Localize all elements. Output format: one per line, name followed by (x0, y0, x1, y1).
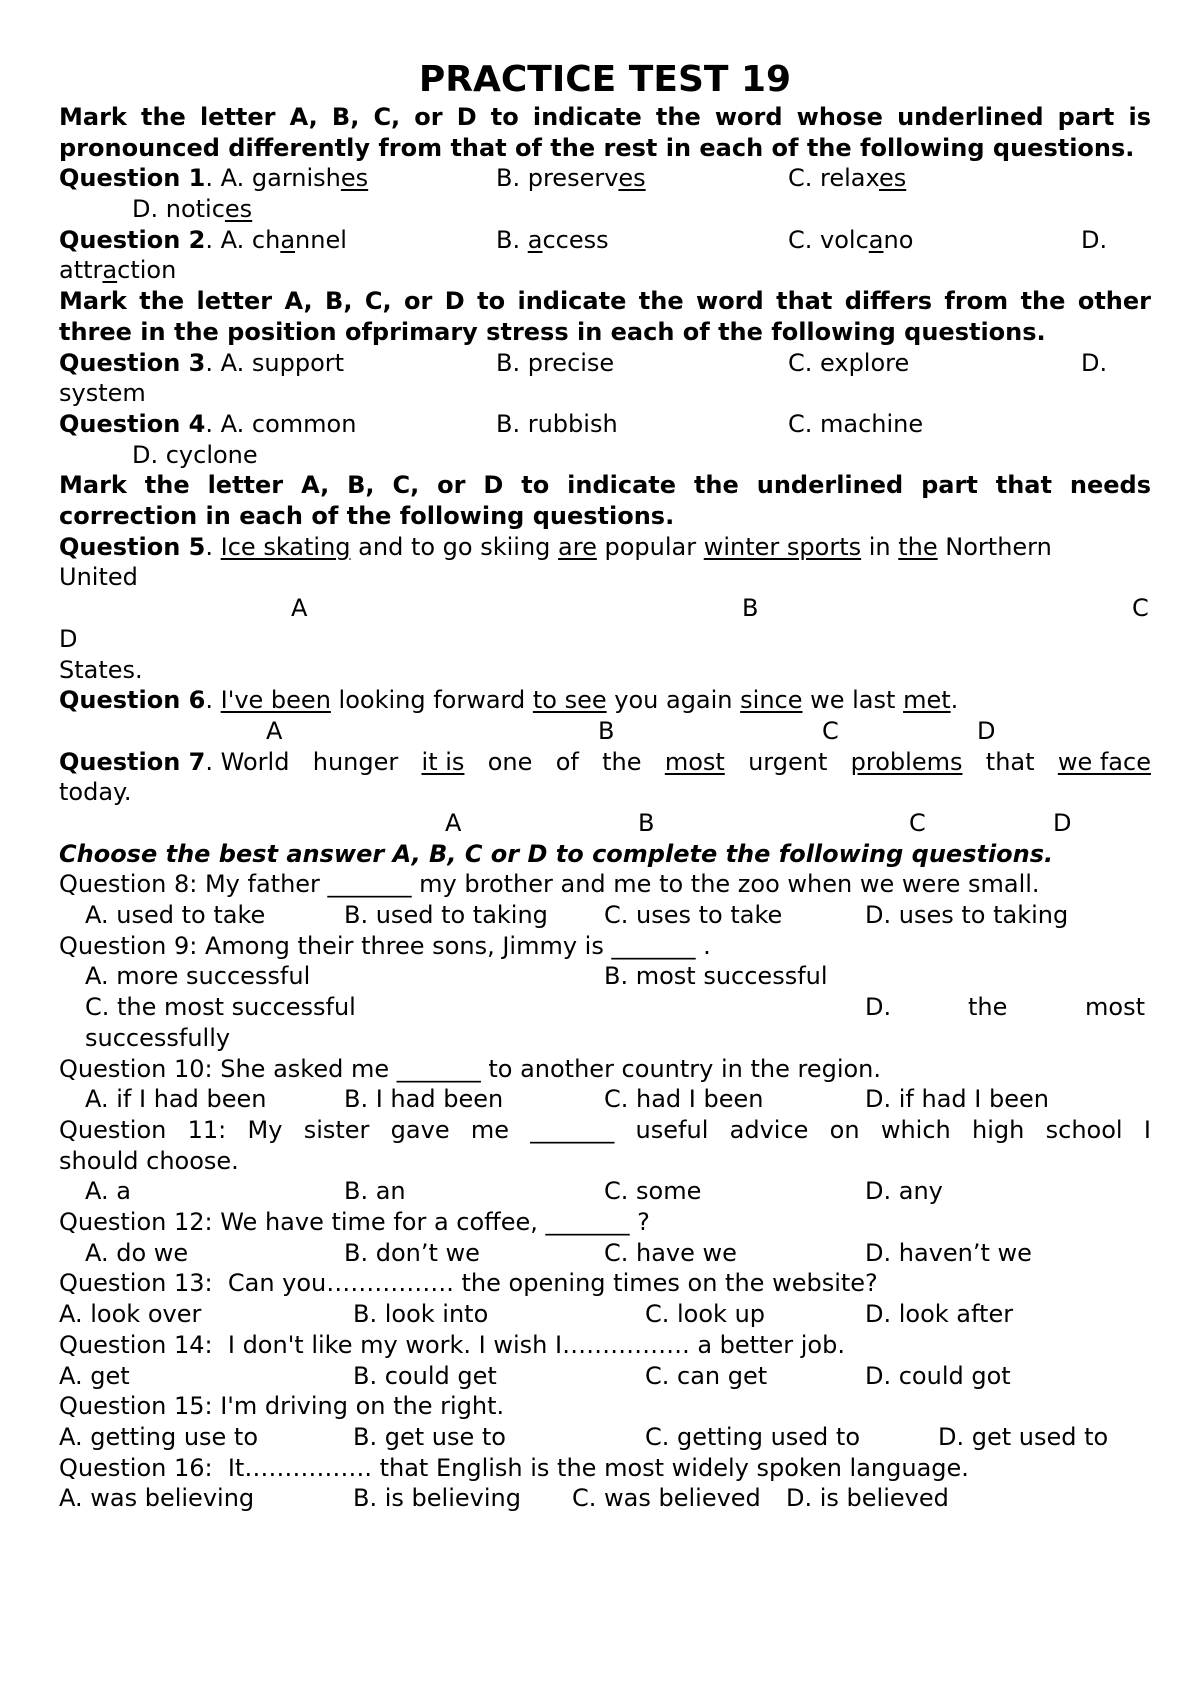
option-d: D. get used to (938, 1422, 1109, 1451)
option-b: B. I had been (344, 1085, 504, 1114)
option-b: B. an (344, 1177, 406, 1206)
question-10-options (59, 1084, 1151, 1115)
underlined-part-c: problems (850, 747, 963, 776)
option-b: B. rubbish (496, 409, 618, 438)
instruction-error-correction: Mark the letter A, B, C, or D to indicate the underlined part that needs correction in each of the following questions. (59, 471, 1151, 531)
question-11-line-2: should choose. (59, 1146, 239, 1175)
question-4-cont (59, 440, 1151, 471)
option-d: D. is believed (786, 1484, 949, 1513)
answer-blank: _______ (530, 1115, 615, 1144)
option-a: . A. common (205, 409, 357, 438)
question-7-line-2: today. (59, 778, 132, 807)
page-title: PRACTICE TEST 19 (418, 59, 792, 100)
option-b: B. could get (353, 1361, 497, 1390)
question-5-line-2: United (59, 563, 138, 592)
question-8-stem: Question 8: My father _______ my brother and me to the zoo when we were small. (59, 870, 1040, 899)
underlined-part-d: we face (1057, 747, 1151, 776)
option-c: C. was believed (572, 1484, 761, 1513)
question-9-stem: Question 9: Among their three sons, Jimmy is _______ . (59, 931, 711, 960)
question-label: Question 3 (59, 348, 206, 377)
option-d: D. notic (132, 195, 225, 224)
question-3-cont (59, 378, 1151, 409)
option-d: D. look after (865, 1300, 1014, 1329)
underlined-part: es (618, 164, 646, 193)
underlined-part-b: are (558, 532, 597, 561)
question-12-stem: Question 12: We have time for a coffee, _______ ? (59, 1208, 650, 1237)
question-5-answer-letters (59, 593, 1151, 624)
worksheet-page (59, 58, 1151, 1514)
option-a: . A. ch (205, 225, 281, 254)
question-3 (59, 348, 1151, 379)
question-5: Question 5. Ice skating and to go skiing are popular winter sports in the Northern (59, 532, 1052, 561)
letter-b: B (638, 809, 655, 837)
option-d-label: D. (1081, 225, 1108, 254)
option-a: A. get (59, 1361, 130, 1390)
option-b: B. (496, 225, 528, 254)
underlined-part: a (102, 256, 118, 285)
option-b: B. used to taking (344, 901, 548, 930)
question-1 (59, 163, 1151, 194)
question-10-stem: Question 10: She asked me _______ to another country in the region. (59, 1054, 882, 1083)
question-11-options (59, 1176, 1151, 1207)
instruction-stress: Mark the letter A, B, C, or D to indicate the word that differs from the other three in the position ofprimary stress in each of the following questions. (59, 287, 1151, 346)
letter-c: C (822, 716, 839, 745)
option-a: A. a (85, 1177, 131, 1206)
underlined-part-a: it is (421, 747, 465, 776)
option-d: D. cyclone (132, 440, 258, 469)
question-2-cont: attraction (59, 256, 177, 285)
underlined-part-c: since (740, 686, 803, 715)
question-12-options (59, 1238, 1151, 1269)
question-9-options-row-3 (59, 1023, 1151, 1054)
question-label: Question 1 (59, 164, 206, 193)
question-11-stem: Question 11: My sister gave me _______ useful advice on which high school I (59, 1115, 1151, 1144)
option-d: D. uses to taking (865, 901, 1069, 930)
option-d: successfully (85, 1023, 231, 1052)
question-2: Question 2. A. channel B. access C. volcano D. (59, 225, 1108, 254)
option-b: B. look into (353, 1300, 489, 1329)
option-c: C. explore (788, 348, 910, 377)
option-a: A. look over (59, 1300, 202, 1329)
question-13-stem: Question 13: Can you……………. the opening times on the website? (59, 1269, 878, 1298)
option-b: B. get use to (353, 1422, 506, 1451)
question-14-options (59, 1361, 1151, 1392)
option-c: C. can get (645, 1361, 768, 1390)
underlined-part: a (868, 225, 884, 254)
option-b: B. don’t we (344, 1238, 480, 1267)
question-6-answer-letters (59, 716, 1151, 747)
letter-c: C (909, 809, 926, 837)
option-c: C. machine (788, 409, 924, 438)
question-label: Question 4 (59, 409, 206, 438)
question-label: Question 2 (59, 225, 206, 254)
option-a: A. used to take (85, 901, 266, 930)
question-6: Question 6. I've been looking forward to see you again since we last met. (59, 686, 959, 715)
option-b: B. most successful (604, 962, 828, 991)
question-15-stem: Question 15: I'm driving on the right. (59, 1392, 505, 1421)
option-c: C. the most successful (85, 993, 356, 1022)
instruction-best-answer: Choose the best answer A, B, C or D to complete the following questions. (59, 839, 1054, 868)
option-d: D. could got (865, 1361, 1011, 1390)
option-b: B. preserv (496, 164, 619, 193)
option-a: A. was believing (59, 1484, 255, 1513)
question-label: Question 6 (59, 686, 206, 715)
question-5-line-4: States. (59, 655, 143, 684)
question-9-options-row-1 (59, 961, 1151, 992)
underlined-part-b: most (664, 747, 725, 776)
option-d: D. if had I been (865, 1085, 1049, 1114)
question-7-answer-letters (59, 808, 1151, 839)
option-c: C. look up (645, 1300, 766, 1329)
letter-a: A (291, 594, 308, 623)
question-9-options-row-2: C. the most successful D. the most (85, 993, 1145, 1022)
option-c: C. getting used to (645, 1422, 861, 1451)
option-c: C. relax (788, 164, 879, 193)
option-c: C. have we (604, 1238, 737, 1267)
letter-d: D (1053, 809, 1072, 837)
option-b: B. precise (496, 348, 615, 377)
question-16-options (59, 1483, 1151, 1514)
underlined-part: a (280, 225, 296, 254)
option-d: D. any (865, 1177, 943, 1206)
letter-d: D (59, 624, 78, 653)
underlined-part-d: met (903, 686, 951, 715)
underlined-part-c: winter sports (703, 532, 862, 561)
underlined-part-d: the (898, 532, 938, 561)
question-4 (59, 409, 1151, 440)
question-14-stem: Question 14: I don't like my work. I wish I……………. a better job. (59, 1330, 845, 1359)
option-d-label: D. (1081, 348, 1108, 377)
option-b: B. is believing (353, 1484, 521, 1513)
question-7: Question 7. World hunger it is one of the most urgent problems that we face (59, 747, 1151, 776)
option-a: A. more successful (85, 962, 311, 991)
question-1-cont (59, 194, 1151, 225)
underlined-part-a: I've been (220, 686, 331, 715)
underlined-part: a (527, 225, 543, 254)
underlined-part-a: Ice skating (220, 532, 351, 561)
option-c: C. uses to take (604, 901, 783, 930)
option-c: C. some (604, 1177, 702, 1206)
question-8-options (59, 900, 1151, 931)
option-a: . A. support (205, 348, 345, 377)
letter-a: A (266, 716, 283, 745)
option-a: A. do we (85, 1238, 189, 1267)
letter-a: A (445, 809, 462, 837)
option-a: A. if I had been (85, 1085, 267, 1114)
option-a: . A. garnish (205, 164, 341, 193)
question-label: Question 7 (59, 747, 206, 776)
option-d: D. haven’t we (865, 1238, 1032, 1267)
option-d-label: D. (865, 993, 892, 1022)
letter-c: C (1132, 594, 1149, 623)
letter-d: D (977, 716, 996, 745)
question-16-stem: Question 16: It……………. that English is the most widely spoken language. (59, 1453, 969, 1482)
underlined-part: es (340, 164, 369, 193)
option-c: C. volc (788, 225, 869, 254)
letter-b: B (742, 594, 759, 623)
underlined-part: es (878, 164, 907, 193)
option-c: C. had I been (604, 1085, 764, 1114)
question-label: Question 5 (59, 532, 206, 561)
letter-b: B (598, 716, 615, 745)
underlined-part: es (224, 195, 253, 224)
underlined-part-b: to see (532, 686, 607, 715)
question-15-options (59, 1422, 1151, 1453)
instruction-pronunciation: Mark the letter A, B, C, or D to indicate the word whose underlined part is pronounced differently from that of the rest in each of the following questions. (59, 103, 1151, 162)
option-d: system (59, 379, 146, 408)
question-13-options (59, 1299, 1151, 1330)
option-d: attr (59, 256, 103, 285)
option-a: A. getting use to (59, 1422, 259, 1451)
